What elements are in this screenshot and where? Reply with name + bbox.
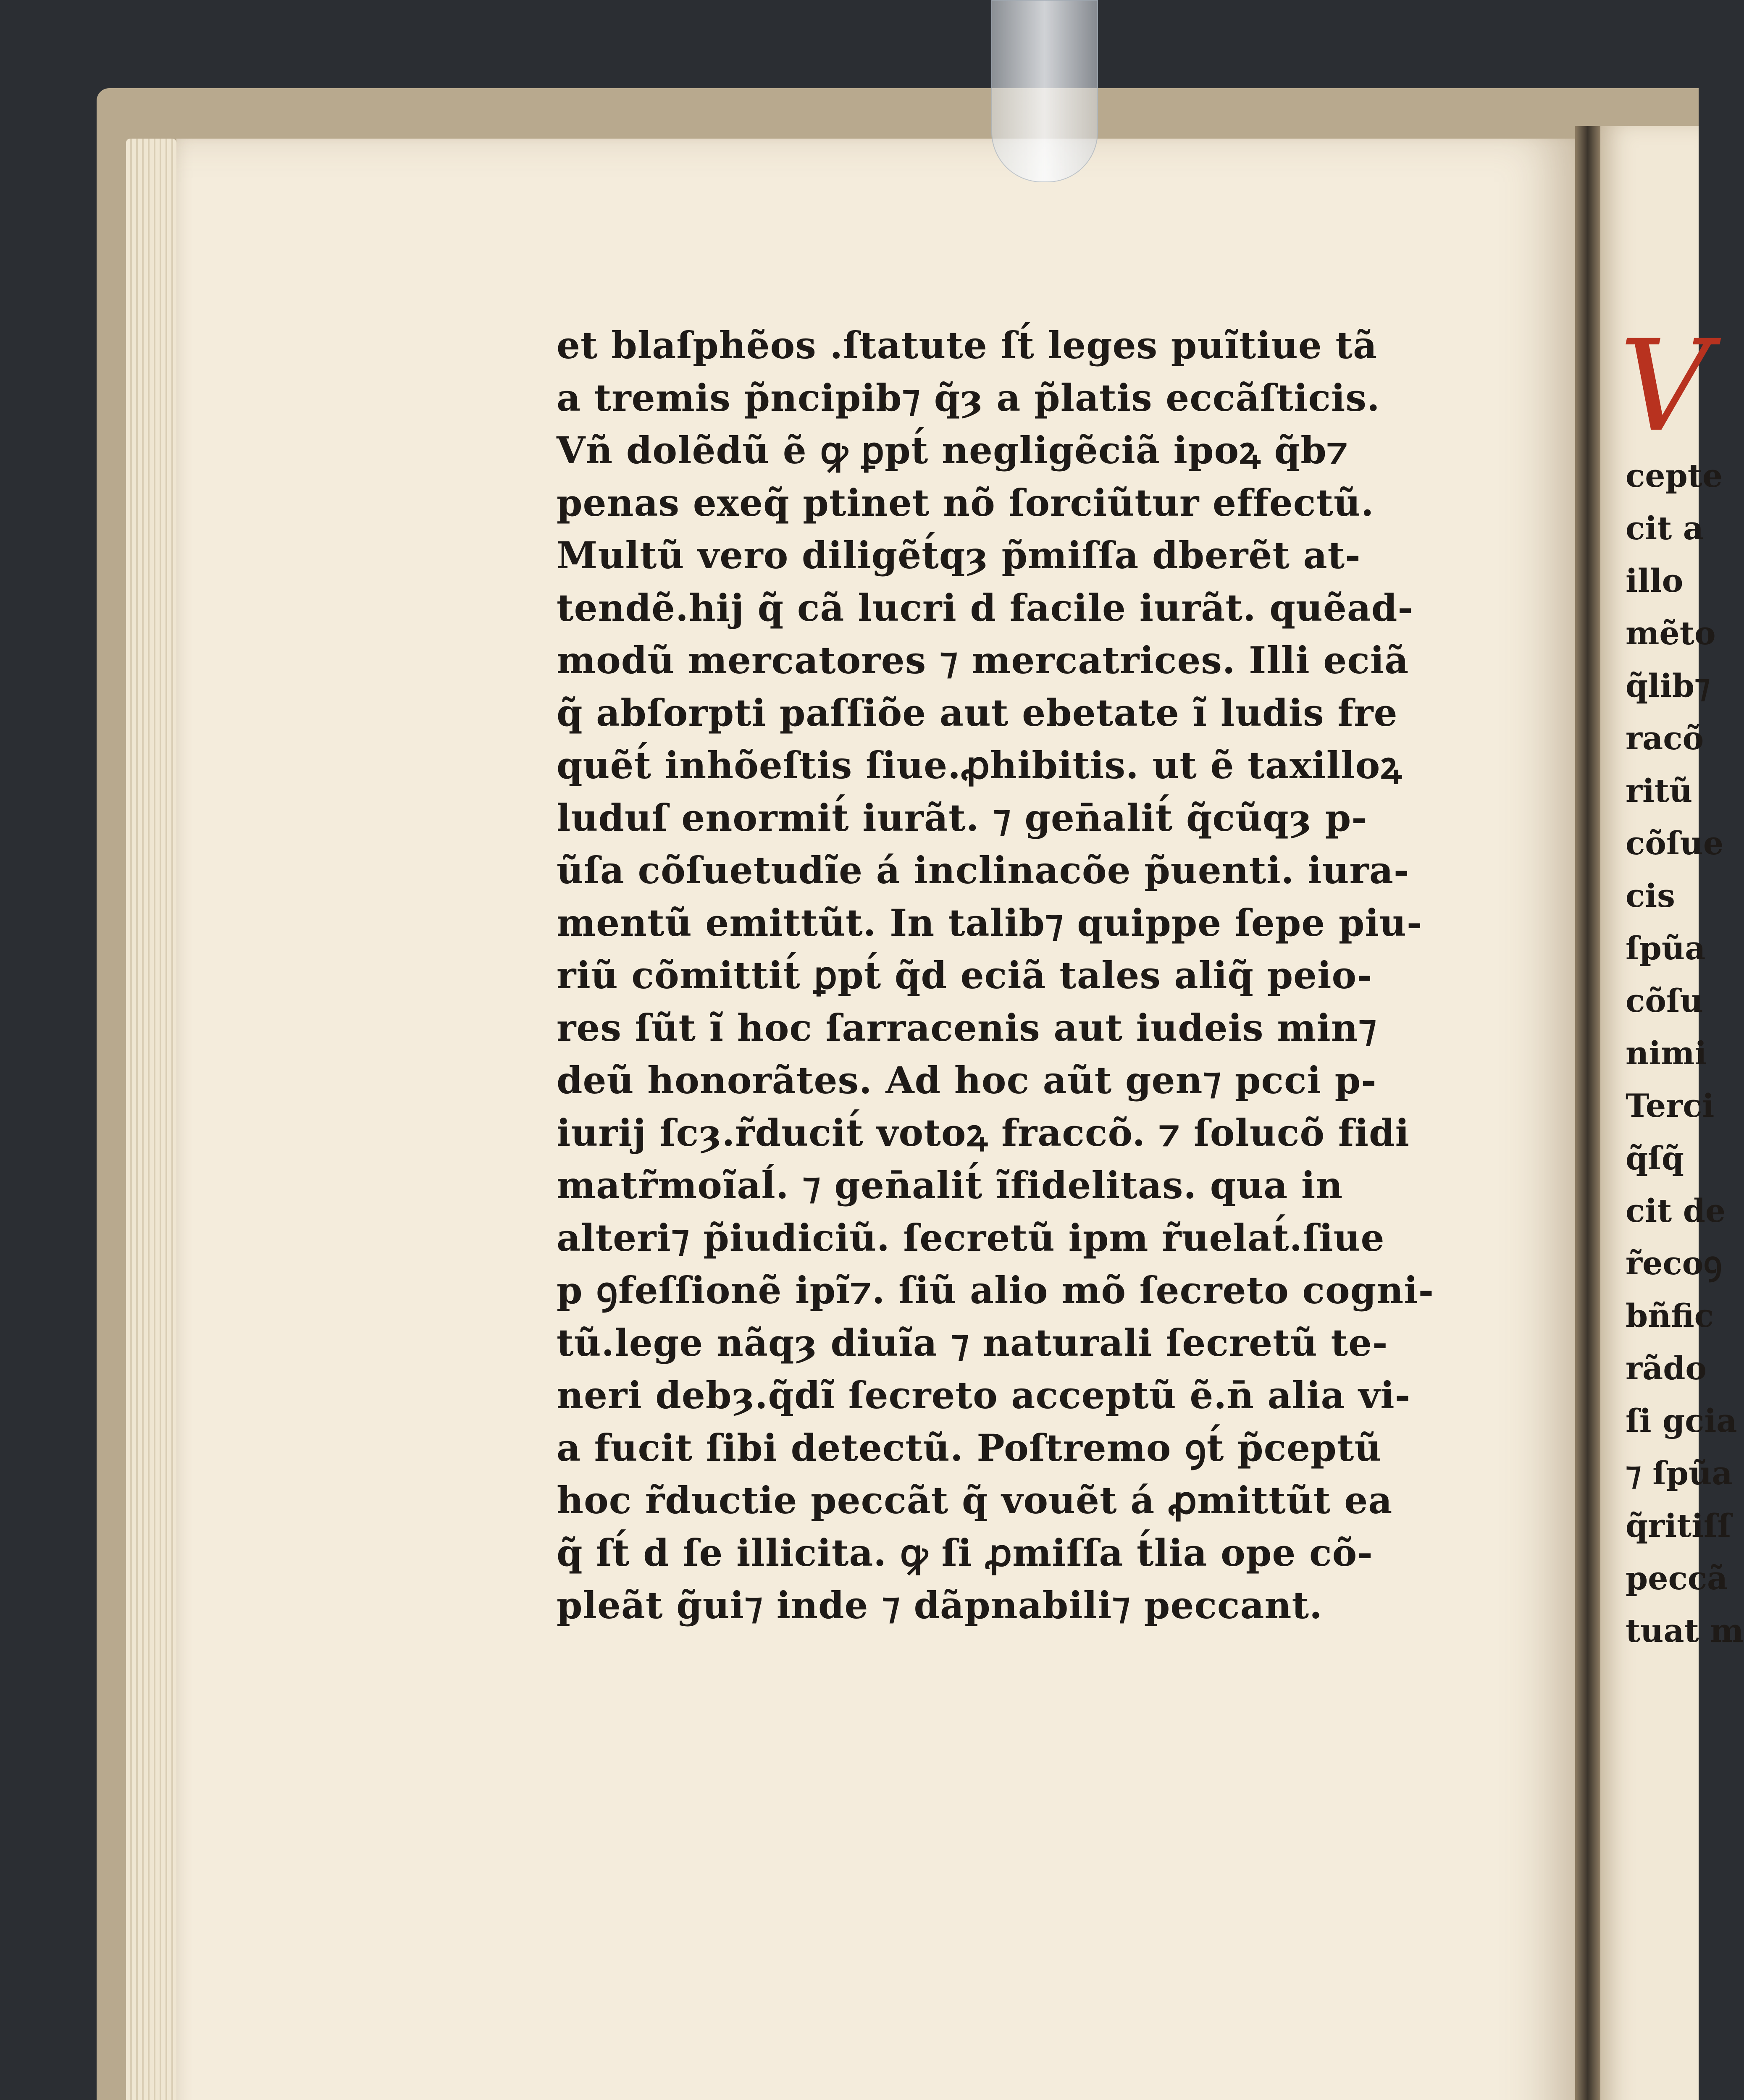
text-line: cis	[1626, 877, 1675, 914]
text-line: luduſ enormit́ iurãt. ⁊ gen̄alit́ q̃cũqȝ p-	[557, 796, 1367, 840]
text-line: q̃ ſt́ d ſe illicita. ꝙ ſi ꝓmiſſa t́lia ope cõ-	[557, 1531, 1373, 1575]
text-line: ũſa cõſuetudĩe á inclinacõe p̃uenti. iura-	[557, 848, 1410, 892]
text-line: p ꝯfeſſionẽ ipĩ⁊. ſiũ alio mõ ſecreto cogni-	[557, 1268, 1434, 1312]
text-line: tuat m	[1626, 1612, 1744, 1649]
rubricated-initial: V	[1619, 313, 1710, 459]
text-line: cit de	[1626, 1192, 1726, 1229]
text-line: Terci	[1626, 1087, 1715, 1124]
text-line: Multũ vero diligẽt́qȝ p̃miſſa dberẽt at-	[557, 533, 1361, 577]
text-line: hoc r̃ductie peccãt q̃ vouẽt á ꝓmittũt ea	[557, 1478, 1393, 1522]
text-line: cõſu	[1626, 982, 1703, 1019]
text-line: tendẽ.hij q̃ cã lucri d facile iurãt. quẽad-	[557, 586, 1413, 630]
text-line: ſi gcia	[1626, 1402, 1737, 1439]
page-edges	[126, 139, 176, 2100]
text-line: matr̃moĩaĺ. ⁊ gen̄alit́ ĩfidelitas. qua in	[557, 1163, 1343, 1207]
text-line: illo	[1626, 562, 1684, 599]
text-line: q̃ſq̃	[1626, 1139, 1684, 1177]
text-block	[557, 319, 1434, 1632]
text-line: q̃lib⁊	[1626, 667, 1710, 704]
text-line: ⁊ ſpũa	[1626, 1454, 1733, 1492]
text-line: et blaſphẽos .ſtatute ſt́ leges puĩtiue tã	[557, 323, 1378, 367]
book-gutter	[1575, 126, 1600, 2100]
text-line: ſpũa	[1626, 929, 1706, 967]
right-text-block	[1626, 449, 1744, 1657]
text-line: q̃ritiſſ	[1626, 1507, 1731, 1544]
text-line: Vñ dolẽdũ ẽ ꝙ ꝑpt́ negligẽciã ipoꝝ q̃b⁊	[557, 428, 1349, 472]
text-line: res ſũt ĩ hoc ſarracenis aut iudeis min⁊	[557, 1006, 1377, 1050]
text-line: modũ mercatores ⁊ mercatrices. Illi eciã	[557, 638, 1409, 682]
text-line: q̃ abſorpti paſſiõe aut ebetate ĩ ludis fre	[557, 691, 1398, 735]
text-line: iurij ſcȝ.r̃ducit́ votoꝝ fraccõ. ⁊ ſolucõ fidi	[557, 1111, 1410, 1155]
text-line: quẽt́ inhõeſtis ſiue.ꝓhibitis. ut ẽ taxilloꝝ	[557, 743, 1403, 787]
text-line: neri debȝ.q̃dĩ ſecreto acceptũ ẽ.n̄ alia vi-	[557, 1373, 1411, 1417]
text-line: ritũ	[1626, 772, 1693, 809]
text-line: cepte	[1626, 457, 1723, 494]
text-line: mẽto	[1626, 614, 1716, 652]
page-clip-top	[991, 0, 1098, 182]
text-line: rãdo	[1626, 1349, 1707, 1387]
text-line: racõ	[1626, 719, 1704, 757]
text-line: nimi	[1626, 1034, 1707, 1072]
text-line: cõſue	[1626, 824, 1724, 862]
text-line: tũ.lege nãqȝ diuĩa ⁊ naturali ſecretũ te-	[557, 1321, 1388, 1365]
text-line: mentũ emittũt. In talib⁊ quippe ſepe piu-	[557, 901, 1423, 945]
text-line: penas exeq̃ ptinet nõ ſorciũtur effectũ.	[557, 481, 1374, 525]
text-line: peccã	[1626, 1559, 1728, 1597]
text-line: pleãt g̃ui⁊ inde ⁊ dãpnabili⁊ peccant.	[557, 1583, 1323, 1627]
text-line: alteri⁊ p̃iudiciũ. ſecretũ ipm r̃uelat́.ſiue	[557, 1216, 1385, 1260]
text-line: riũ cõmittit́ ꝑpt́ q̃d eciã tales aliq̃ peio-	[557, 953, 1373, 997]
text-line: a tremis p̃ncipib⁊ q̃ȝ a p̃latis eccãſticis.	[557, 376, 1380, 420]
text-line: a fucit ſibi detectũ. Poſtremo ꝯt́ p̃ceptũ	[557, 1426, 1382, 1470]
right-page	[1600, 126, 1744, 2100]
text-line: bñfic	[1626, 1297, 1714, 1334]
text-line: cit a	[1626, 509, 1704, 547]
text-line: r̃ecoꝯ	[1626, 1244, 1722, 1282]
text-line: deũ honorãtes. Ad hoc aũt gen⁊ pcci p-	[557, 1058, 1377, 1102]
